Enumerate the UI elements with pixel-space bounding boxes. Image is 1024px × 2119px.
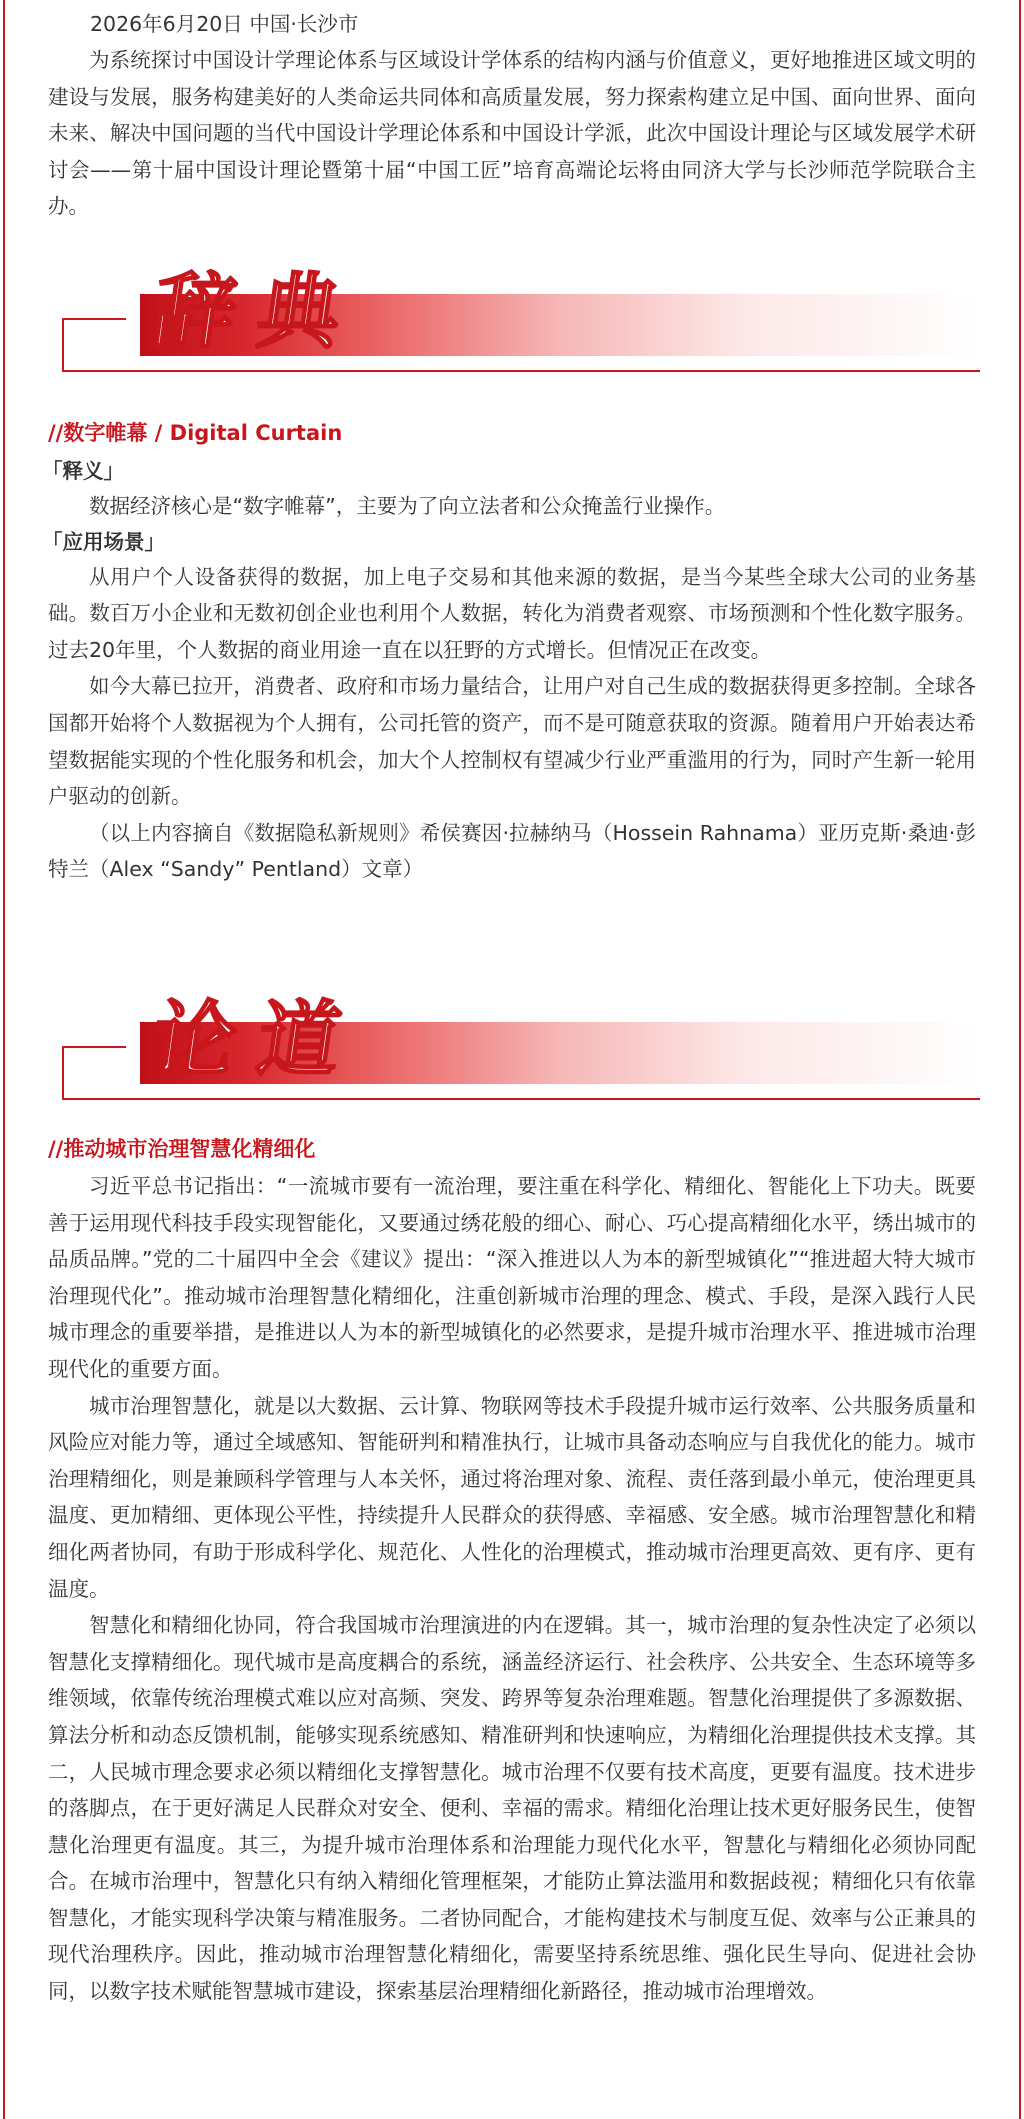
definition-label: 「释义」	[42, 459, 124, 483]
definition-text: 数据经济核心是“数字帷幕”，主要为了向立法者和公众掩盖行业操作。	[89, 494, 726, 518]
lundao-paragraph: 习近平总书记指出：“一流城市要有一流治理，要注重在科学化、精细化、智能化上下功夫。既要善于运用现代科技手段实现智能化，又要通过绣花般的细心、耐心、巧心提高精细化水平，绣出城市的品质品牌。”党的二十届四中全会《建议》提出：“深入推进以人为本的新型城镇化”“推进超大特大城市治理现代化”。推动城市治理智慧化精细化，注重创新城市治理的理念、模式、手段，是深入践行人民城市理念的重要举措，是推进以人为本的新型城镇化的必然要求，是提升城市治理水平、推进城市治理现代化的重要方面。	[48, 1174, 976, 1381]
banner-frame-left	[62, 318, 64, 372]
lundao-paragraph: 城市治理智慧化，就是以大数据、云计算、物联网等技术手段提升城市运行效率、公共服务质量和风险应对能力等，通过全域感知、智能研判和精准执行，让城市具备动态响应与自我优化的能力。城市治理精细化，则是兼顾科学管理与人本关怀，通过将治理对象、流程、责任落到最小单元，使治理更具温度、更加精细、更体现公平性，持续提升人民群众的获得感、幸福感、安全感。城市治理智慧化和精细化两者协同，有助于形成科学化、规范化、人性化的治理模式，推动城市治理更高效、更有序、更有温度。	[48, 1393, 976, 1601]
lundao-term-title: //推动城市治理智慧化精细化	[48, 1137, 316, 1161]
cidian-section	[42, 418, 976, 888]
lundao-banner	[62, 992, 1024, 1100]
banner-frame-bottom	[62, 370, 980, 372]
intro-section	[48, 42, 976, 225]
scenario-label: 「应用场景」	[42, 529, 165, 554]
scenario-paragraph: 从用户个人设备获得的数据，加上电子交易和其他来源的数据，是当今某些全球大公司的业务基础。数百万小企业和无数初创企业也利用个人数据，转化为消费者观察、市场预测和个性化数字服务。过去20年里，个人数据的商业用途一直在以狂野的方式增长。但情况正在改变。	[48, 564, 976, 662]
banner-frame-bottom	[62, 1098, 980, 1100]
lundao-section	[48, 1134, 976, 2010]
dateline: 2026年6月20日 中国·长沙市	[90, 12, 359, 36]
intro-paragraph: 为系统探讨中国设计学理论体系与区域设计学体系的结构内涵与价值意义，更好地推进区域文明的建设与发展，服务构建美好的人类命运共同体和高质量发展，努力探索构建立足中国、面向世界、面向未来、解决中国问题的当代中国设计学理论体系和中国设计学派，此次中国设计理论与区域发展学术研讨会——第十届中国设计理论暨第十届“中国工匠”培育高端论坛将由同济大学与长沙师范学院联合主办。	[48, 48, 976, 219]
banner-frame-top	[62, 318, 126, 320]
banner-frame-top	[62, 1046, 126, 1048]
scenario-paragraph: 如今大幕已拉开，消费者、政府和市场力量结合，让用户对自己生成的数据获得更多控制。全球各国都开始将个人数据视为个人拥有，公司托管的资产，而不是可随意获取的资源。随着用户开始表达希望数据能实现的个性化服务和机会，加大个人控制权有望减少行业严重滥用的行为，同时产生新一轮用户驱动的创新。	[48, 674, 976, 809]
lundao-paragraph: 智慧化和精细化协同，符合我国城市治理演进的内在逻辑。其一，城市治理的复杂性决定了必须以智慧化支撑精细化。现代城市是高度耦合的系统，涵盖经济运行、社会秩序、公共安全、生态环境等多维领域，依靠传统治理模式难以应对高频、突发、跨界等复杂治理难题。智慧化治理提供了多源数据、算法分析和动态反馈机制，能够实现系统感知、精准研判和快速响应，为精细化治理提供技术支撑。其二，人民城市理念要求必须以精细化支撑智慧化。城市治理不仅要有技术高度，更要有温度。技术进步的落脚点，在于更好满足人民群众对安全、便利、幸福的需求。精细化治理让技术更好服务民生，使智慧化治理更有温度。其三，为提升城市治理体系和治理能力现代化水平，智慧化与精细化必须协同配合。在城市治理中，智慧化只有纳入精细化管理框架，才能防止算法滥用和数据歧视；精细化只有依靠智慧化，才能实现科学决策与精准服务。二者协同配合，才能构建技术与制度互促、效率与公正兼具的现代治理秩序。因此，推动城市治理智慧化精细化，需要坚持系统思维、强化民生导向、促进社会协同，以数字技术赋能智慧城市建设，探索基层治理精细化新路径，推动城市治理增效。	[48, 1613, 976, 2004]
lundao-banner-title: 论道	[147, 992, 369, 1088]
cidian-term-title: //数字帷幕 / Digital Curtain	[48, 421, 343, 445]
source-note: （以上内容摘自《数据隐私新规则》希侯赛因·拉赫纳马（Hossein Rahnama）亚历克斯·桑迪·彭特兰（Alex “Sandy” Pentland）文章）	[48, 820, 976, 882]
banner-frame-left	[62, 1046, 64, 1100]
cidian-banner-title: 辞典	[147, 264, 369, 360]
cidian-banner	[62, 264, 1024, 372]
page-border-left	[3, 0, 5, 2119]
